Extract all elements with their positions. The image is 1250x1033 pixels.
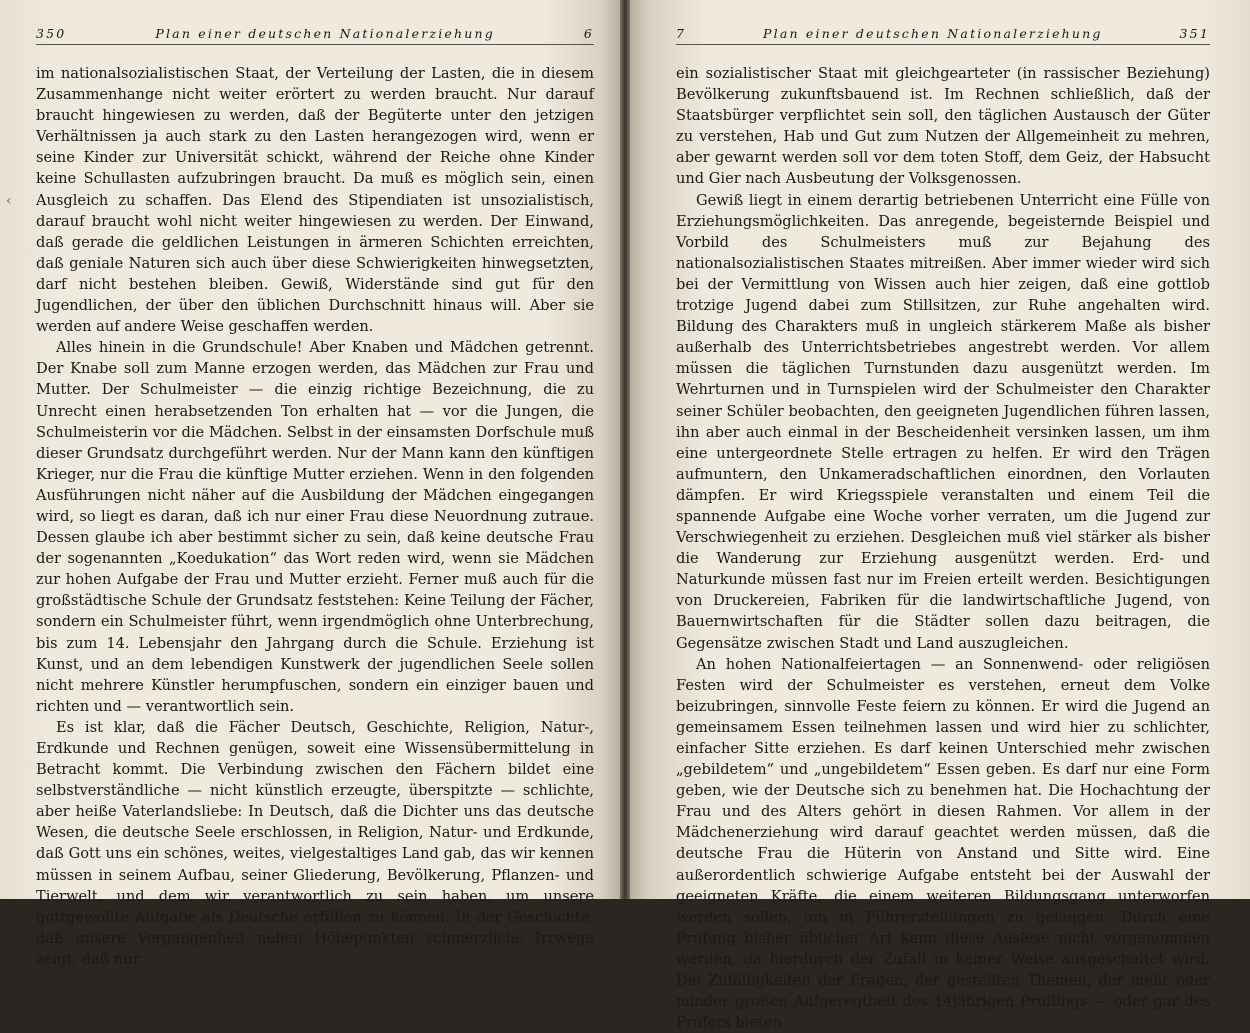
running-title-left: Plan einer deutschen Nationalerziehung	[155, 26, 495, 41]
paragraph: ein sozialistischer Staat mit gleichgearteter (in rassischer Beziehung) Bevölkerung zukunftsbauend ist. Im Rechnen schließlich, daß der Staatsbürger verpflichtet sein soll, den täglichen Austausch der Güter zu verstehen, Hab und Gut zum Nutzen der Allgemeinheit zu mehren, aber gewarnt werden soll vor dem toten Stoff, dem Geiz, der Habsucht und Gier nach Ausbeutung der Volksgenossen.	[676, 65, 1210, 188]
paragraph: im nationalsozialistischen Staat, der Verteilung der Lasten, die in diesem Zusammenhange nicht weiter erörtert zu werden braucht. Nur darauf braucht hingewiesen zu werden, daß der Begüterte unter den jetzigen Verhältnissen ja auch stark zu den Lasten herangezogen wird, wenn er seine Kinder zur Universität schickt, während der Reiche ohne Kinder keine Schullasten aufzubringen braucht. Da muß es möglich sein, einen Ausgleich zu schaffen. Das Elend des Stipendiaten ist unsozialistisch, darauf braucht wohl nicht weiter hingewiesen zu werden. Der Einwand, daß gerade die geldlichen Leistungen in ärmeren Schichten erreichten, daß geniale Naturen sich auch über diese Schwierigkeiten hinwegsetzten, darf nicht bestehen bleiben. Gewiß, Widerstände sind gut für den Jugendlichen, der über den üblichen Durchschnitt hinaus will. Aber sie werden auf andere Weise geschaffen werden.	[36, 65, 594, 336]
book-gutter	[620, 0, 630, 899]
running-title-right: Plan einer deutschen Nationalerziehung	[763, 26, 1103, 41]
paragraph: Alles hinein in die Grundschule! Aber Knaben und Mädchen getrennt. Der Knabe soll zum Manne erzogen werden, das Mädchen zur Frau und Mutter. Der Schulmeister — die einzig richtige Bezeichnung, die zu Unrecht einen herabsetzenden Ton erhalten hat — vor die Jungen, die Schulmeisterin vor die Mädchen. Selbst in der einsamsten Dorfschule muß dieser Grundsatz durchgeführt werden. Nur der Mann kann den künftigen Krieger, nur die Frau die künftige Mutter erziehen. Wenn in den folgenden Ausführungen nicht näher auf die Ausbildung der Mädchen eingegangen wird, so liegt es daran, daß ich nur einer Frau diese Neuordnung zutraue. Dessen glaube ich aber bestimmt sicher zu sein, daß keine deutsche Frau der sogenannten „Koedukation“ das Wort reden wird, wenn sie Mädchen zur hohen Aufgabe der Frau und Mutter erzieht. Ferner muß auch für die großstädtische Schule der Grundsatz feststehen: Keine Teilung der Fächer, sondern ein Schulmeister führt, wenn irgendmöglich ohne Unterbrechung, bis zum 14. Lebensjahr den Jahrgang durch die Schule. Erziehung ist Kunst, und an dem lebendigen Kunstwerk der jugendlichen Seele sollen nicht mehrere Künstler herumpfuschen, sondern ein einziger bauen und richten und — verantwortlich sein.	[36, 339, 594, 715]
paragraph: An hohen Nationalfeiertagen — an Sonnenwend- oder religiösen Festen wird der Schulmeister es verstehen, erneut dem Volke beizubringen, sinnvolle Feste feiern zu können. Er wird die Jugend an gemeinsamem Essen teilnehmen lassen und wird hier zu schlichter, einfacher Sitte erziehen. Es darf keinen Unterschied mehr zwischen „gebildetem“ und „ungebildetem“ Essen geben. Es darf nur eine Form geben, wie der Deutsche sich zu benehmen hat. Die Hochachtung der Frau und des Alters gehört in diesen Rahmen. Vor allem in der Mädchenerziehung wird darauf geachtet werden müssen, daß die deutsche Frau die Hüterin von Anstand und Sitte wird. Eine außerordentlich schwierige Aufgabe entsteht bei der Auswahl der geeigneten Kräfte, die einem weiteren Bildungsgang unterworfen werden sollen, um in Führerstellungen zu gelangen. Durch eine Prüfung bisher üblicher Art kann diese Auslese nicht vorgenommen werden, da hierdurch der Zufall in keiner Weise ausgeschaltet wird. Die Zufälligkeiten der Fragen, der gestellten Themen, der mehr oder minder großen Aufgeregtheit des 14jährigen Prüflings — oder gar des Prüfers bieten	[676, 655, 1210, 1032]
left-page	[0, 0, 620, 968]
paragraph: Gewiß liegt in einem derartig betriebenen Unterricht eine Fülle von Erziehungsmöglichkeiten. Das anregende, begeisternde Beispiel und Vorbild des Schulmeisters muß zur Bejahung des nationalsozialistischen Staates mitreißen. Aber immer wieder wird sich bei der Vermittlung von Wissen auch hier zeigen, daß eine gottlob trotzige Jugend dabei zum Stillsitzen, zur Ruhe angehalten wird. Bildung des Charakters muß in ungleich stärkerem Maße als bisher außerhalb des Unterrichtsbetriebes angestrebt werden. Vor allem müssen die täglichen Turnstunden dazu ausgenützt werden. Im Wehrturnen und in Turnspielen wird der Schulmeister den Charakter seiner Schüler beobachten, den geeigneten Jugendlichen führen lassen, ihn aber auch einmal in der Bescheidenheit versinken lassen, um ihm eine untergeordnete Stelle ertragen zu helfen. Er wird den Trägen aufmuntern, den Unkameradschaftlichen einordnen, den Vorlauten dämpfen. Er wird Kriegsspiele veranstalten und einem Teil die spannende Aufgabe eine Woche vorher verraten, um die Jugend zur Verschwiegenheit zu erziehen. Desgleichen muß viel stärker als bisher die Wanderung zur Erziehung ausgenützt werden. Erd- und Naturkunde müssen fast nur im Freien erteilt werden. Besichtigungen von Druckereien, Fabriken für die landwirtschaftliche Jugend, von Bauernwirtschaften für die Städter sollen dazu beitragen, die Gegensätze zwischen Stadt und Land auszugleichen.	[676, 191, 1210, 652]
chapter-number-left: 6	[583, 26, 594, 41]
margin-mark: ‹	[6, 193, 12, 209]
chapter-number-right: 7	[676, 26, 687, 41]
body-text-left	[36, 63, 594, 970]
page-number-left: 350	[36, 26, 67, 41]
running-head-right	[676, 26, 1210, 45]
right-page	[630, 0, 1250, 1032]
paragraph: Es ist klar, daß die Fächer Deutsch, Geschichte, Religion, Natur-, Erdkunde und Rechnen genügen, soweit eine Wissensübermittelung in Betracht kommt. Die Verbindung zwischen den Fächern bildet eine selbstverständliche — nicht künstlich erzeugte, überspitzte — schlichte, aber heiße Vaterlandsliebe: In Deutsch, daß die Dichter uns das deutsche Wesen, die deutsche Seele erschlossen, in Religion, Natur- und Erdkunde, daß Gott uns ein schönes, weites, vielgestaltiges Land gab, das wir kennen müssen in seinem Aufbau, seiner Gliederung, Bevölkerung, Pflanzen- und Tierwelt, und dem wir verantwortlich zu sein haben, um unsere gottgewollte Aufgabe als Deutsche erfüllen zu können. In der Geschichte, daß unsere Vergangenheit neben Höhepunkten schmerzliche Irrwege zeigt, daß nur	[36, 718, 594, 968]
page-number-right: 351	[1179, 26, 1210, 41]
body-text-right	[676, 63, 1210, 1033]
running-head-left	[36, 26, 594, 45]
